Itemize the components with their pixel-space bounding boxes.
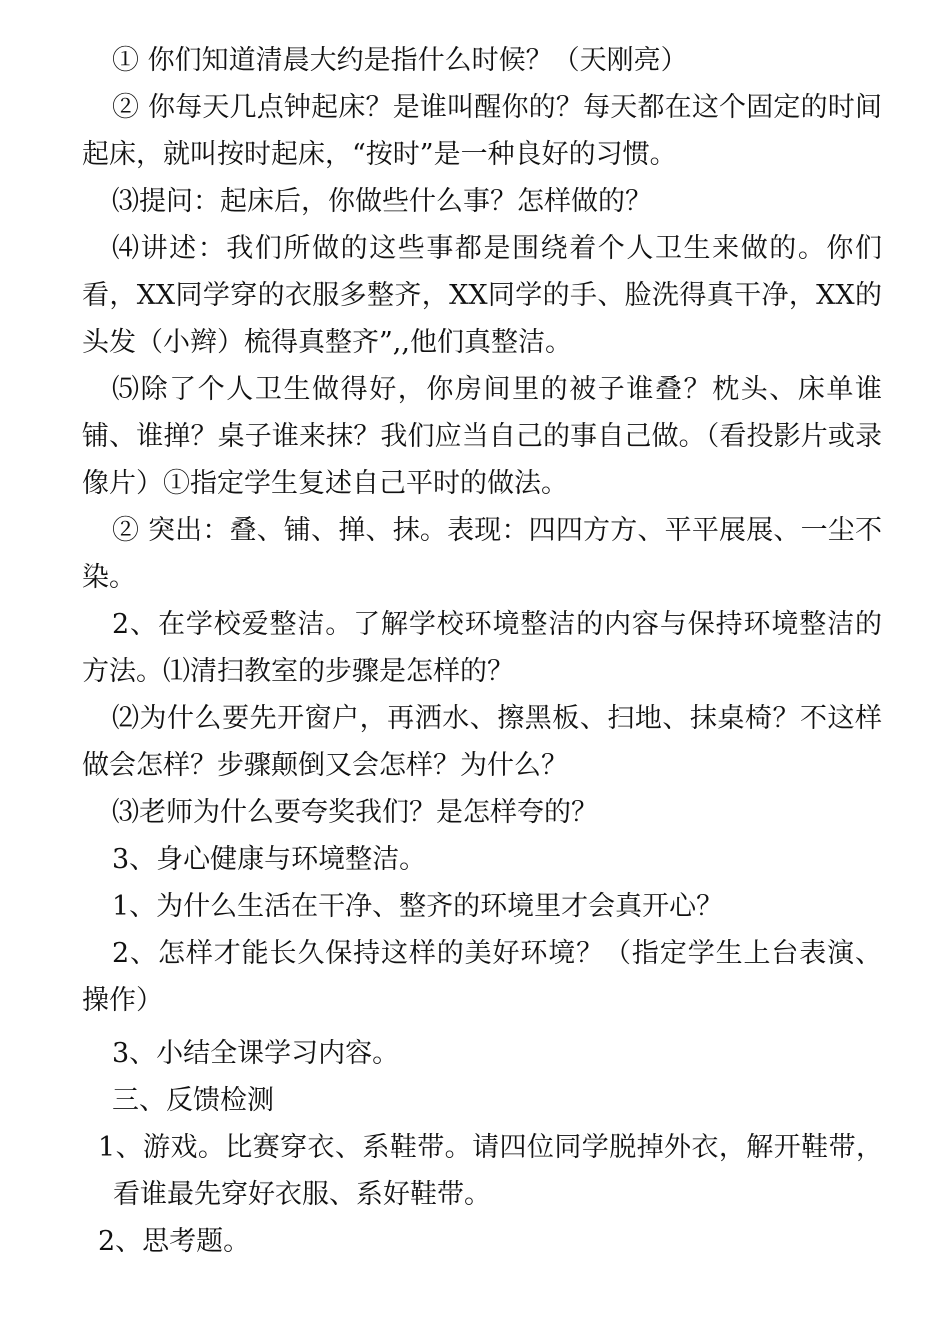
paragraph-4: ⑷讲述：我们所做的这些事都是围绕着个人卫生来做的。你们看，XX同学穿的衣服多整齐，XX同学的手、脸洗得真干净，XX的头发（小辫）梳得真整齐”,,他们真整洁。 [82,233,882,358]
paragraph-8: ⑵为什么要先开窗户，再洒水、擦黑板、扫地、抹桌椅？不这样做会怎样？步骤颠倒又会怎样？为什么？ [82,703,882,781]
paragraph-12: 2、怎样才能长久保持这样的美好环境？（指定学生上台表演、操作） [82,938,882,1016]
paragraph-3: ⑶提问：起床后，你做些什么事？怎样做的？ [112,186,652,217]
paragraph-6: ② 突出：叠、铺、掸、抹。表现：四四方方、平平展展、一尘不染。 [82,515,882,593]
paragraph-2: ② 你每天几点钟起床？是谁叫醒你的？每天都在这个固定的时间起床，就叫按时起床，“按时”是一种良好的习惯。 [82,92,882,170]
paragraph-15: 2、思考题。 [98,1226,251,1257]
paragraph-1: ① 你们知道清晨大约是指什么时候？（天刚亮） [112,45,688,76]
paragraph-5: ⑸除了个人卫生做得好，你房间里的被子谁叠？枕头、床单谁铺、谁掸？桌子谁来抹？我们应当自己的事自己做。（看投影片或录像片）①指定学生复述自己平时的做法。 [82,374,882,499]
paragraph-9: ⑶老师为什么要夸奖我们？是怎样夸的？ [112,797,598,828]
paragraph-13: 3、小结全课学习内容。 [112,1038,400,1069]
paragraph-10: 3、身心健康与环境整洁。 [112,844,427,875]
section-heading: 三、反馈检测 [112,1085,274,1116]
paragraph-7: 2、在学校爱整洁。了解学校环境整洁的内容与保持环境整洁的方法。⑴清扫教室的步骤是怎样的？ [82,609,882,687]
paragraph-14: 1、游戏。比赛穿衣、系鞋带。请四位同学脱掉外衣，解开鞋带，看谁最先穿好衣服、系好鞋带。 [98,1132,883,1210]
paragraph-11: 1、为什么生活在干净、整齐的环境里才会真开心？ [112,891,724,922]
